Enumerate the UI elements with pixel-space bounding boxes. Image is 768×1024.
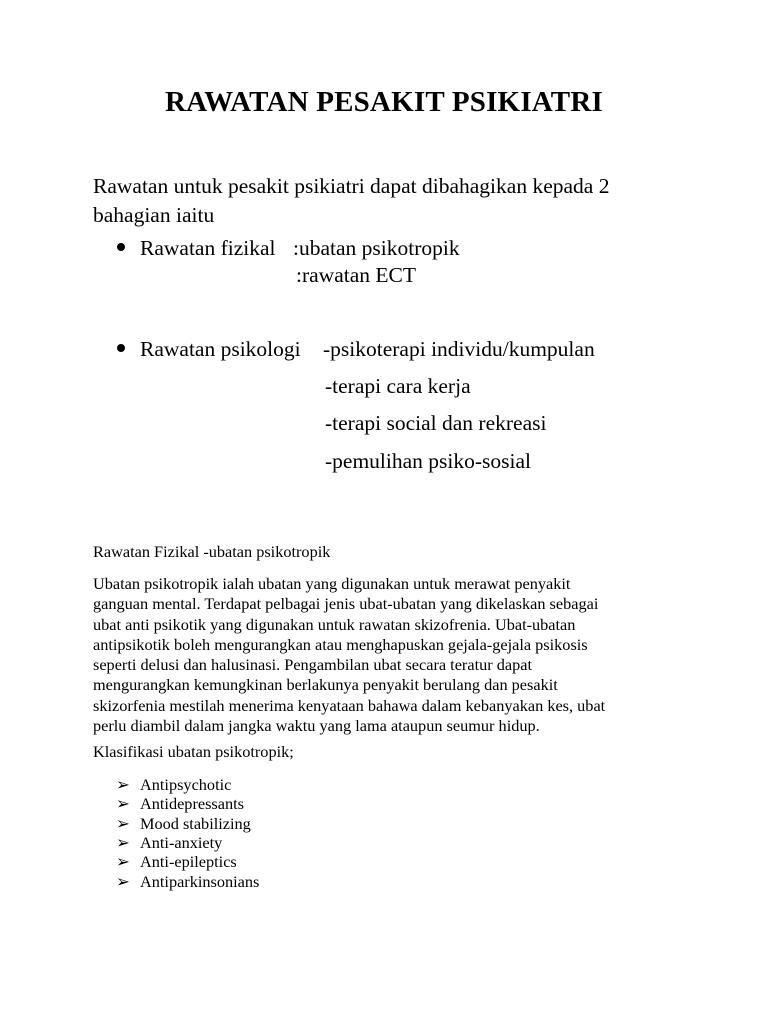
paragraph-line: antipsikotik boleh mengurangkan atau menghapuskan gejala-gejala psikosis — [93, 634, 588, 654]
paragraph-line: perlu diambil dalam jangka waktu yang lama ataupun seumur hidup. — [93, 716, 540, 736]
psych-item-3: -terapi social dan rekreasi — [325, 411, 547, 435]
paragraph-line: ubat anti psikotik yang digunakan untuk rawatan skizofrenia. Ubat-ubatan — [93, 614, 576, 634]
paragraph-line: seperti delusi dan halusinasi. Pengambilan ubat secara teratur dapat — [93, 655, 532, 675]
arrow-bullet-icon: ➢ — [116, 775, 130, 794]
arrow-bullet-icon: ➢ — [116, 814, 130, 833]
physical-item-1: :ubatan psikotropik — [293, 236, 460, 260]
class-list-item — [116, 852, 237, 872]
physical-item-2: :rawatan ECT — [296, 263, 416, 287]
class-list-item — [116, 794, 244, 814]
class-list-item — [116, 872, 259, 892]
arrow-bullet-icon: ➢ — [116, 833, 130, 852]
class-label: Antipsychotic — [140, 775, 232, 794]
physical-label: Rawatan fizikal — [140, 236, 276, 260]
arrow-bullet-icon: ➢ — [116, 852, 130, 871]
class-label: Anti-epileptics — [140, 852, 237, 871]
paragraph-line: skizorfenia mestilah menerima kenyataan bahawa dalam kebanyakan kes, ubat — [93, 695, 606, 715]
class-list-item — [116, 833, 222, 853]
arrow-bullet-icon: ➢ — [116, 872, 130, 891]
page-title: RAWATAN PESAKIT PSIKIATRI — [165, 86, 603, 118]
class-list-item — [116, 814, 251, 834]
paragraph-line: mengurangkan kemungkinan berlakunya penyakit berulang dan pesakit — [93, 675, 558, 695]
intro-line-1: Rawatan untuk pesakit psikiatri dapat dibahagikan kepada 2 — [93, 174, 610, 198]
classification-heading: Klasifikasi ubatan psikotropik; — [93, 742, 294, 761]
psych-item-4: -pemulihan psiko-sosial — [325, 449, 532, 473]
class-label: Antiparkinsonians — [140, 872, 260, 891]
paragraph-line: Ubatan psikotropik ialah ubatan yang digunakan untuk merawat penyakit — [93, 574, 571, 593]
intro-line-2: bahagian iaitu — [93, 203, 215, 227]
class-label: Antidepressants — [140, 794, 244, 813]
bullet-icon — [117, 243, 125, 251]
body-paragraph — [93, 574, 703, 736]
arrow-bullet-icon: ➢ — [116, 794, 130, 813]
class-label: Anti-anxiety — [140, 833, 223, 852]
section-heading: Rawatan Fizikal -ubatan psikotropik — [93, 542, 331, 561]
bullet-icon — [117, 344, 125, 352]
class-list-item — [116, 775, 231, 795]
paragraph-line: ganguan mental. Terdapat pelbagai jenis ubat-ubatan yang dikelaskan sebagai — [93, 594, 599, 614]
class-label: Mood stabilizing — [140, 814, 251, 833]
psych-label: Rawatan psikologi — [140, 337, 301, 361]
intro-paragraph — [93, 172, 713, 230]
psych-item-1: -psikoterapi individu/kumpulan — [323, 337, 595, 361]
psych-item-2: -terapi cara kerja — [325, 374, 471, 398]
